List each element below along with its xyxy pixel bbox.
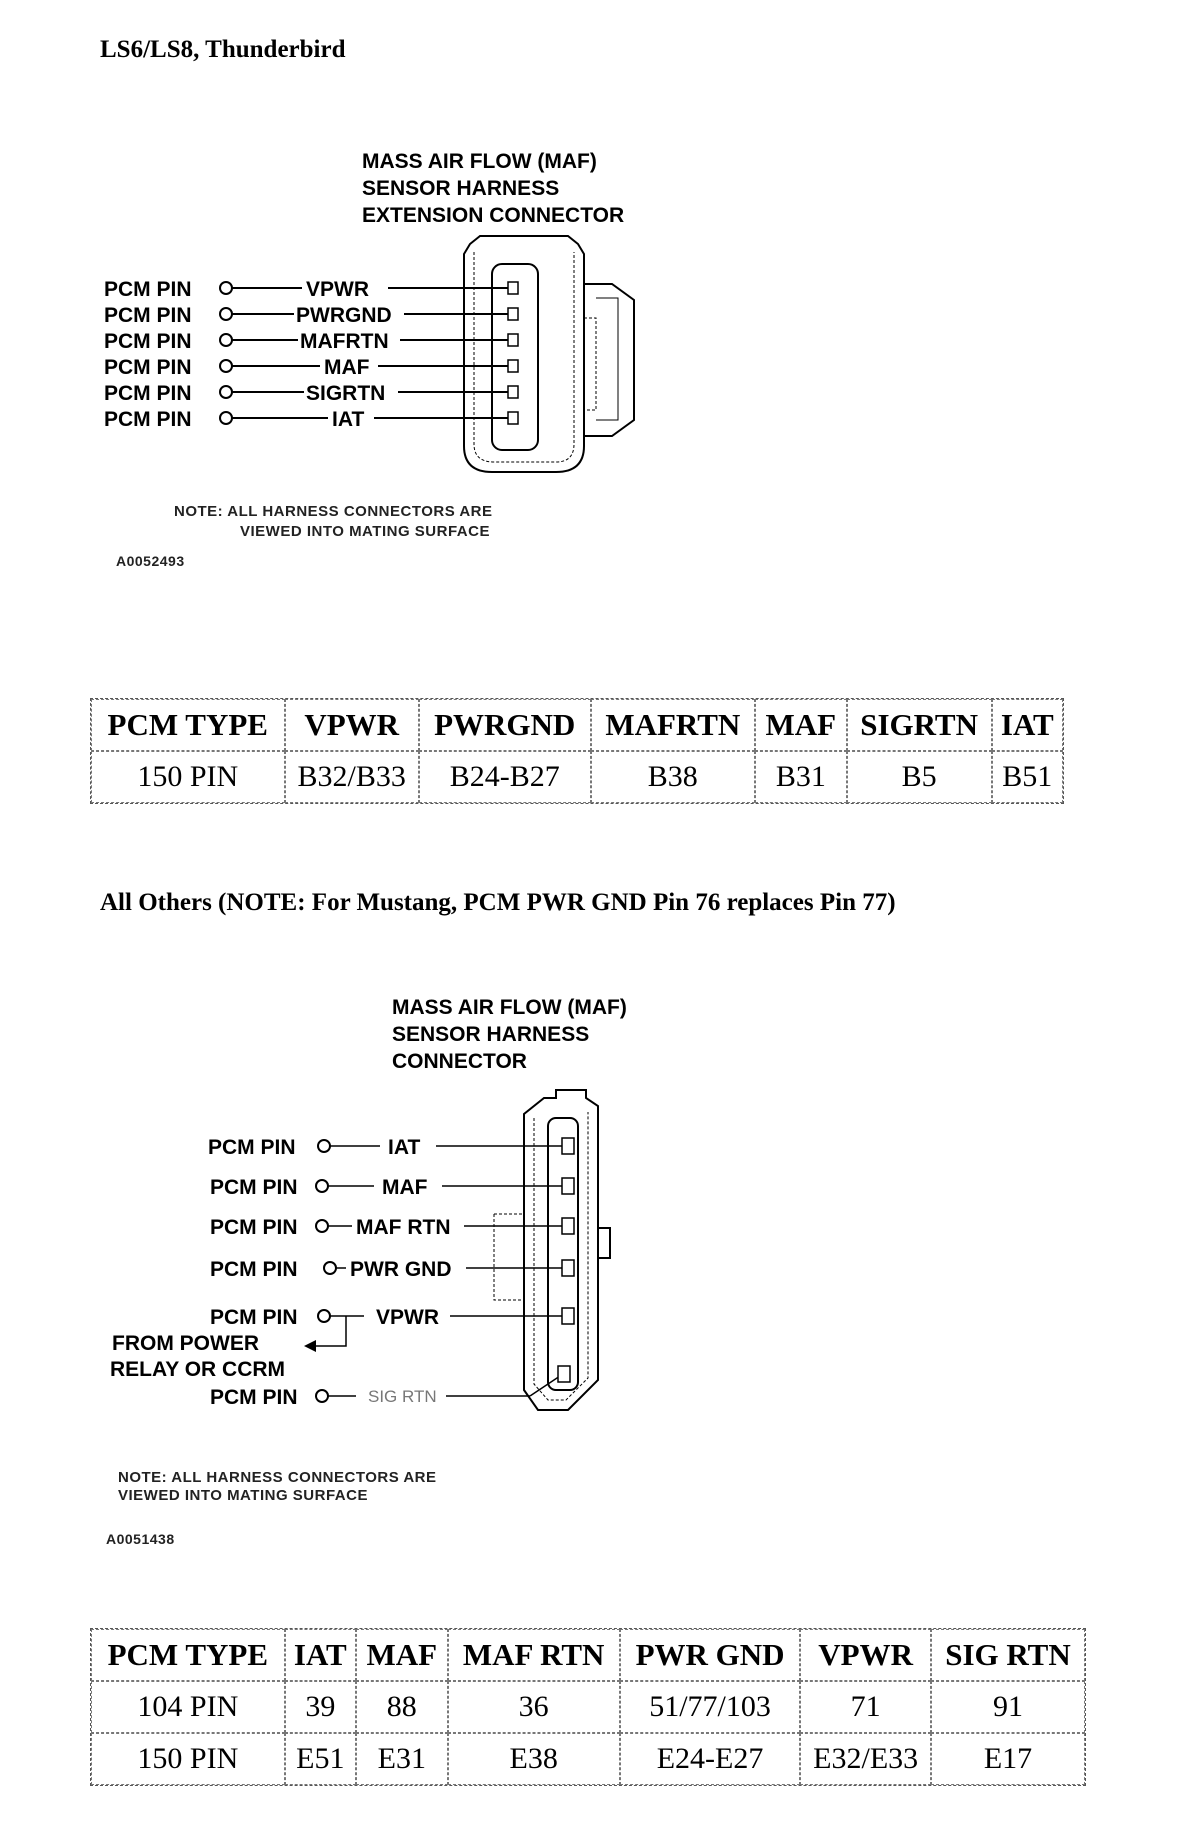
pcm-pin-label-4: PCM PIN <box>104 356 192 379</box>
table-header: MAF <box>356 1629 448 1681</box>
section2-heading: All Others (NOTE: For Mustang, PCM PWR GND Pin 76 replaces Pin 77) <box>100 889 896 916</box>
pcm-pin-label-2: PCM PIN <box>104 304 192 327</box>
table-cell: 104 PIN <box>91 1681 285 1733</box>
connector2-body <box>494 1090 610 1410</box>
pin-terminal-icon <box>220 412 232 424</box>
wire-label-pwrgnd: PWRGND <box>296 304 392 327</box>
wire-label-maf-rtn: MAF RTN <box>356 1216 451 1239</box>
diagram1-figure-id: A0052493 <box>116 553 185 569</box>
pcm-pin-label-5: PCM PIN <box>210 1306 298 1329</box>
pcm-pin-label-3: PCM PIN <box>210 1216 298 1239</box>
pcm-pin-label-3: PCM PIN <box>104 330 192 353</box>
table-row <box>91 1733 1085 1785</box>
table-row <box>91 751 1063 803</box>
diagram2-title-line1: MASS AIR FLOW (MAF) <box>392 996 627 1019</box>
pin-terminal-icon <box>220 334 232 346</box>
section1-heading: LS6/LS8, Thunderbird <box>100 36 346 63</box>
table-cell: E24-E27 <box>620 1733 801 1785</box>
table-header: MAF RTN <box>448 1629 620 1681</box>
diagram1-title-line3: EXTENSION CONNECTOR <box>362 204 625 227</box>
pin-terminal-icon <box>324 1262 336 1274</box>
wire-label-sig-rtn: SIG RTN <box>368 1387 437 1406</box>
table-cell: E51 <box>285 1733 356 1785</box>
table-header: SIG RTN <box>931 1629 1085 1681</box>
table-header: VPWR <box>285 699 419 751</box>
pin-terminal-icon <box>220 360 232 372</box>
wire-label-mafrtn: MAFRTN <box>300 330 389 353</box>
table-cell: E32/E33 <box>800 1733 931 1785</box>
wire-label-iat: IAT <box>388 1136 421 1159</box>
wire-label-vpwr: VPWR <box>376 1306 439 1329</box>
table-header: VPWR <box>800 1629 931 1681</box>
table-cell: 36 <box>448 1681 620 1733</box>
pin-terminal-icon <box>316 1180 328 1192</box>
pin-terminal-icon <box>316 1390 328 1402</box>
wire-label-iat: IAT <box>332 408 365 431</box>
table-header: PWR GND <box>620 1629 801 1681</box>
diagram1-title-line2: SENSOR HARNESS <box>362 177 560 200</box>
table-cell: E31 <box>356 1733 448 1785</box>
table-header-row <box>91 1629 1085 1681</box>
table-cell: E17 <box>931 1733 1085 1785</box>
table-cell: B24-B27 <box>419 751 591 803</box>
pin-terminal-icon <box>318 1140 330 1152</box>
power-source-line2: RELAY OR CCRM <box>110 1358 286 1381</box>
connector2-wires <box>110 1136 574 1409</box>
diagram2-title-line3: CONNECTOR <box>392 1050 527 1073</box>
wire-label-maf: MAF <box>324 356 370 379</box>
pcm-pin-label-6: PCM PIN <box>104 408 192 431</box>
connector1-body <box>464 236 634 472</box>
table-cell: 39 <box>285 1681 356 1733</box>
diagram2-title-line2: SENSOR HARNESS <box>392 1023 590 1046</box>
table-header: IAT <box>285 1629 356 1681</box>
diagram1-note-line2: VIEWED INTO MATING SURFACE <box>240 523 490 540</box>
table-cell: B31 <box>755 751 846 803</box>
table-row <box>91 1681 1085 1733</box>
table-header: MAF <box>755 699 846 751</box>
pin-terminal-icon <box>220 386 232 398</box>
table-cell: B51 <box>992 751 1063 803</box>
diagram1-title-line1: MASS AIR FLOW (MAF) <box>362 150 597 173</box>
pcm-pin-label-2: PCM PIN <box>210 1176 298 1199</box>
table-header: PWRGND <box>419 699 591 751</box>
table-header: MAFRTN <box>591 699 756 751</box>
table-cell: E38 <box>448 1733 620 1785</box>
table-cell: B32/B33 <box>285 751 419 803</box>
table-cell: B5 <box>847 751 992 803</box>
wire-label-vpwr: VPWR <box>306 278 369 301</box>
diagram2-note-line2: VIEWED INTO MATING SURFACE <box>118 1487 368 1504</box>
pcm-pin-label-5: PCM PIN <box>104 382 192 405</box>
wire-label-pwr-gnd: PWR GND <box>350 1258 452 1281</box>
wire-label-maf: MAF <box>382 1176 428 1199</box>
connector1-wires <box>104 278 518 431</box>
diagram1-note-line1: NOTE: ALL HARNESS CONNECTORS ARE <box>174 503 493 520</box>
table-cell: 150 PIN <box>91 751 285 803</box>
table-cell: B38 <box>591 751 756 803</box>
power-source-line1: FROM POWER <box>112 1332 259 1355</box>
pin-terminal-icon <box>318 1310 330 1322</box>
pin-table-2 <box>90 1628 1086 1786</box>
table-header-row <box>91 699 1063 751</box>
pin-terminal-icon <box>220 282 232 294</box>
table-header: IAT <box>992 699 1063 751</box>
pcm-pin-label-1: PCM PIN <box>104 278 192 301</box>
table-header: PCM TYPE <box>91 699 285 751</box>
pin-terminal-icon <box>220 308 232 320</box>
table-cell: 91 <box>931 1681 1085 1733</box>
pin-terminal-icon <box>316 1220 328 1232</box>
table-header: PCM TYPE <box>91 1629 285 1681</box>
pcm-pin-label-6: PCM PIN <box>210 1386 298 1409</box>
diagram2-note-line1: NOTE: ALL HARNESS CONNECTORS ARE <box>118 1469 437 1486</box>
table-cell: 88 <box>356 1681 448 1733</box>
table-cell: 71 <box>800 1681 931 1733</box>
table-cell: 51/77/103 <box>620 1681 801 1733</box>
diagram2-figure-id: A0051438 <box>106 1531 175 1547</box>
table-header: SIGRTN <box>847 699 992 751</box>
pin-table-1 <box>90 698 1064 804</box>
table-cell: 150 PIN <box>91 1733 285 1785</box>
pcm-pin-label-1: PCM PIN <box>208 1136 296 1159</box>
wire-label-sigrtn: SIGRTN <box>306 382 386 405</box>
pcm-pin-label-4: PCM PIN <box>210 1258 298 1281</box>
